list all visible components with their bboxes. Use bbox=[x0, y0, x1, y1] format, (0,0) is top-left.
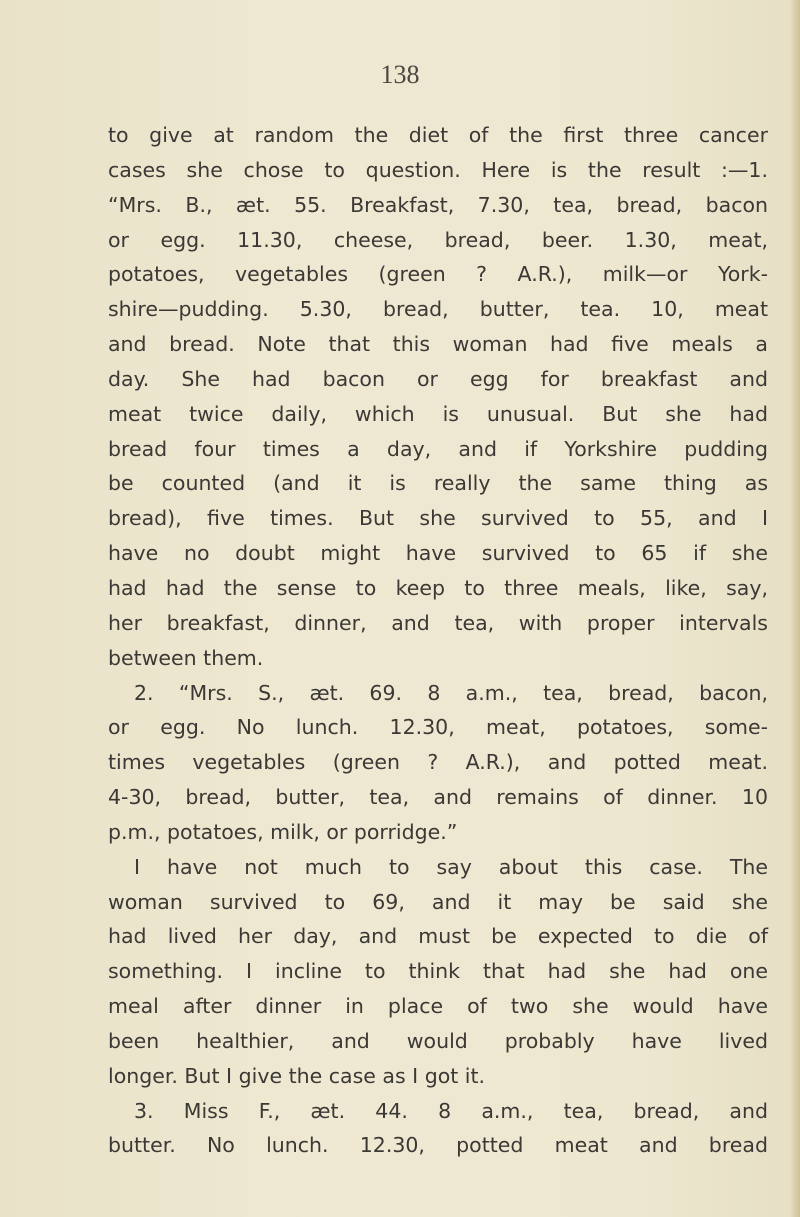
text-line: had lived her day, and must be expected to die of bbox=[108, 924, 768, 949]
text-line: woman survived to 69, and it may be said she bbox=[108, 889, 768, 914]
text-line: meal after dinner in place of two she would have bbox=[108, 994, 768, 1019]
text-line: or egg. No lunch. 12.30, meat, potatoes, some- bbox=[108, 715, 768, 740]
text-line: her breakfast, dinner, and tea, with proper intervals bbox=[108, 610, 768, 635]
text-line: day. She had bacon or egg for breakfast and bbox=[108, 366, 768, 391]
text-line: be counted (and it is really the same thing as bbox=[108, 471, 768, 496]
page-edge-shadow bbox=[790, 0, 800, 1217]
text-line: had had the sense to keep to three meals, like, say, bbox=[108, 575, 768, 600]
text-line: something. I incline to think that had she had one bbox=[108, 959, 768, 984]
text-line: to give at random the diet of the first three cancer bbox=[108, 123, 768, 147]
text-line: bread four times a day, and if Yorkshire pudding bbox=[108, 436, 768, 461]
text-line: 3. Miss F., æt. 44. 8 a.m., tea, bread, and bbox=[134, 1098, 768, 1123]
text-line: p.m., potatoes, milk, or porridge.” bbox=[108, 819, 458, 844]
page-number: 138 bbox=[380, 60, 420, 89]
text-line: I have not much to say about this case. The bbox=[134, 854, 768, 879]
text-line: longer. But I give the case as I got it. bbox=[108, 1063, 486, 1088]
text-line: bread), five times. But she survived to 55, and I bbox=[108, 506, 768, 531]
text-line: “Mrs. B., æt. 55. Breakfast, 7.30, tea, bread, bacon bbox=[108, 192, 768, 217]
text-line: between them. bbox=[108, 645, 264, 670]
text-line: been healthier, and would probably have lived bbox=[108, 1028, 768, 1053]
text-line: have no doubt might have survived to 65 if she bbox=[108, 541, 768, 566]
text-line: cases she chose to question. Here is the result :—1. bbox=[108, 157, 768, 182]
body-text bbox=[108, 118, 768, 1163]
text-line: meat twice daily, which is unusual. But she had bbox=[108, 401, 768, 426]
text-line: 2. “Mrs. S., æt. 69. 8 a.m., tea, bread, bacon, bbox=[134, 680, 768, 705]
text-line: and bread. Note that this woman had five meals a bbox=[108, 332, 768, 357]
text-line: times vegetables (green ? A.R.), and potted meat. bbox=[108, 750, 768, 775]
text-line: potatoes, vegetables (green ? A.R.), milk—or York- bbox=[108, 262, 768, 287]
text-line: or egg. 11.30, cheese, bread, beer. 1.30, meat, bbox=[108, 227, 768, 252]
text-line: 4-30, bread, butter, tea, and remains of dinner. 10 bbox=[108, 785, 768, 810]
text-line: shire—pudding. 5.30, bread, butter, tea. 10, meat bbox=[108, 297, 768, 322]
text-line: butter. No lunch. 12.30, potted meat and bread bbox=[108, 1133, 768, 1158]
